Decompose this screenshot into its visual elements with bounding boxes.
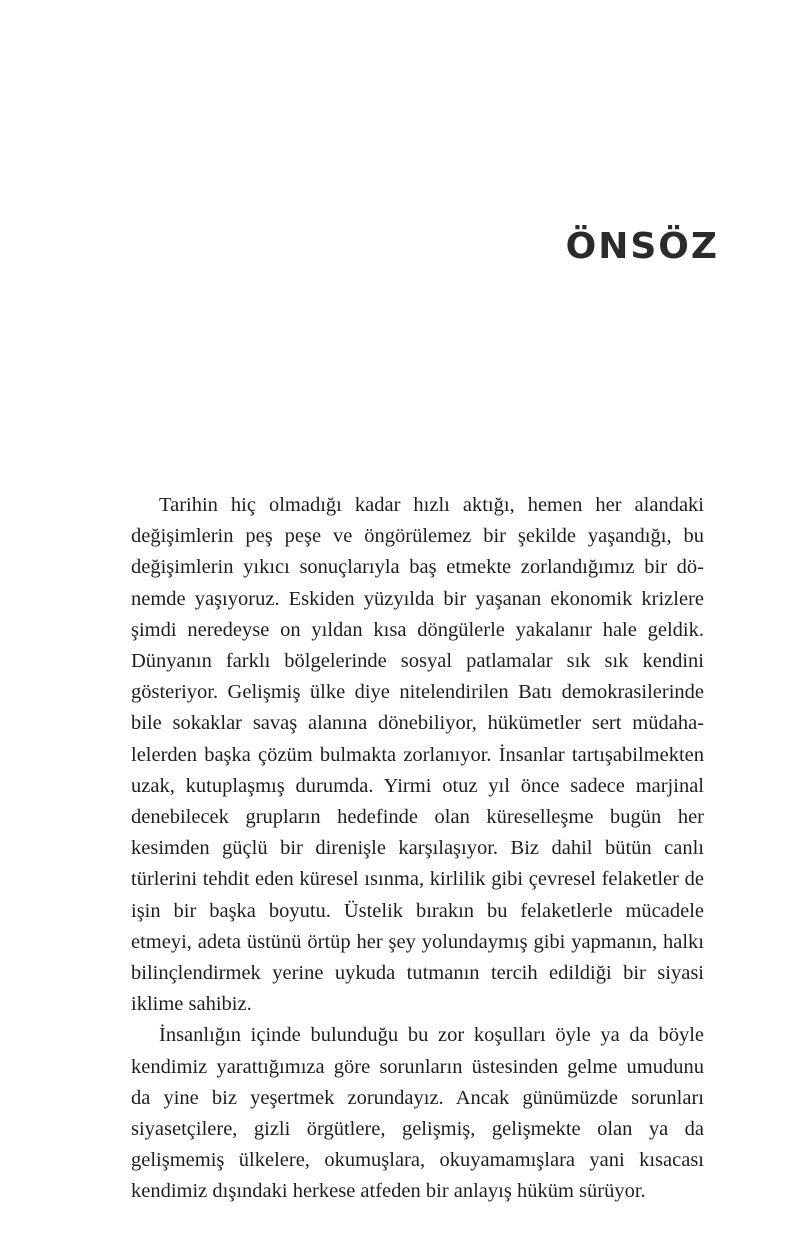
body-text: [131, 490, 704, 1208]
paragraph-2: İnsanlığın içinde bulunduğu bu zor koşulları öyle ya da böyle kendimiz yarattığımıza göre sorunların üstesinden gelme umudunu da yine biz yeşertmek zorundayız. Ancak günümüzde sorunları siyasetçilere, gizli örgütlere, gelişmiş, gelişmekte olan ya da gelişmemiş ülkelere, okumuşlara, okuyamamışlara yani kısacası kendimiz dışındaki herkese atfeden bir anlayış hüküm sürüyor.: [131, 1024, 704, 1203]
chapter-title: ÖNSÖZ: [565, 226, 719, 267]
paragraph-1: Tarihin hiç olmadığı kadar hızlı aktığı, hemen her alandaki değişimlerin peş peşe ve öngörülemez bir şekilde yaşandığı, bu değişimlerin yıkıcı sonuçlarıyla baş etmekte zorlandığımız bir dönemde yaşıyoruz. Eskiden yüzyılda bir yaşanan ekonomik krizlere şimdi neredeyse on yıldan kısa döngülerle yakalanır hale geldik. Dünyanın farklı bölgelerinde sosyal patlamalar sık sık kendini gösteriyor. Gelişmiş ülke diye nitelendirilen Batı demokrasilerinde bile sokaklar savaş alanına dönebiliyor, hükümetler sert müdahalelerden başka çözüm bulmakta zorlanıyor. İnsanlar tartışabilmekten uzak, kutuplaşmış durumda. Yirmi otuz yıl önce sadece marjinal denebilecek grupların hedefinde olan küreselleşme bugün her kesimden güçlü bir direnişle karşılaşıyor. Biz dahil bütün canlı türlerini tehdit eden küresel ısınma, kirlilik gibi çevresel felaketler de işin bir başka boyutu. Üstelik bırakın bu felaketlerle mücadele etmeyi, adeta üstünü örtüp her şey yolundaymış gibi yapmanın, halkı bilinçlendirmek yerine uykuda tutmanın tercih edildiği bir siyasi iklime sahibiz.: [131, 494, 704, 1016]
